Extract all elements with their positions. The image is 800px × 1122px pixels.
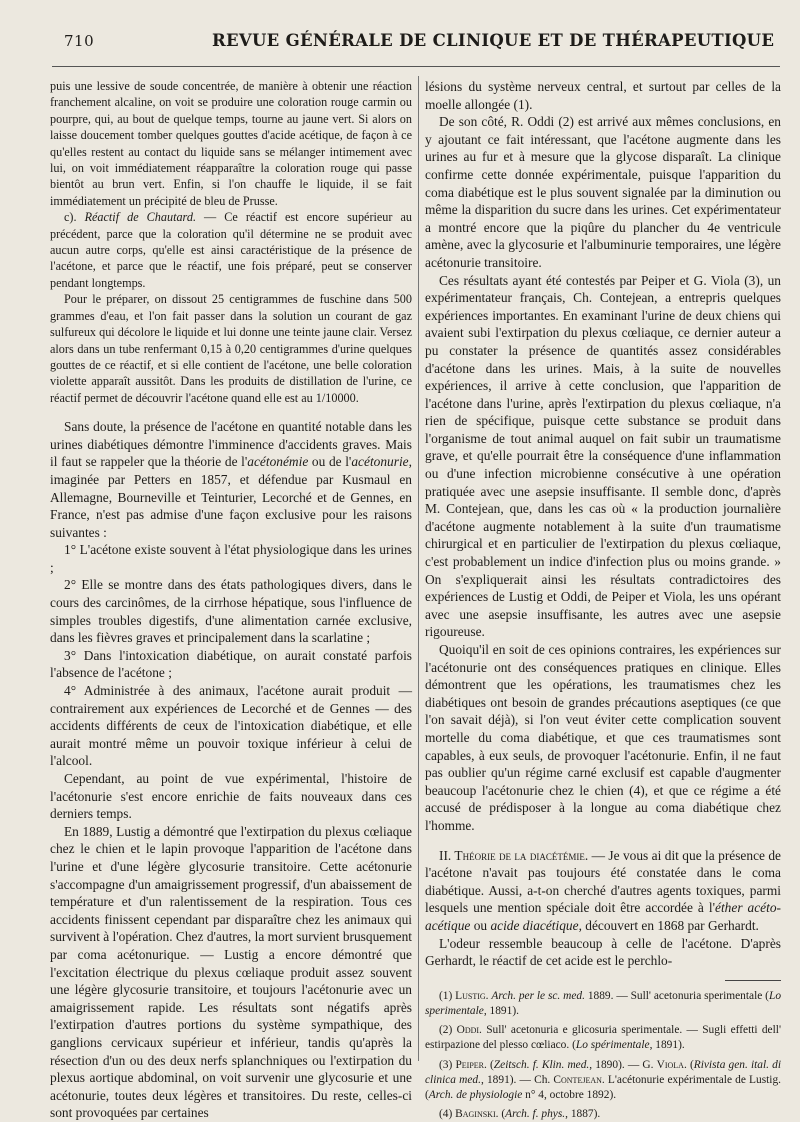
paragraph: En 1889, Lustig a démontré que l'extirpation du plexus cœliaque chez le chien et le lapin provoque l'apparition de l'acétone dans l'urine et d'une légère glycosurie transitoire. Cette acétonurie s'accompagne d'un amaigrissement progressif, d'un abaissement de température et d'un ralentissement de la respiration. Tous ces accidents finissent cependant par disparaître chez les animaux qui survivent à l'opération. Chez d'autres, la mort survient brusquement par coma acétonurique. — Lustig a encore démontré que l'excitation électrique du plexus cœliaque produit assez souvent une légère glycosurie transitoire, et toujours l'acétonurie avec un amaigrissement rapide. Les résultats sont négatifs après l'extirpation d'autres portions du système sympathique, des ganglions cervicaux supérieur et inférieur, tandis qu'après la résection d'un ou des deux nerfs splanchniques ou l'extirpation du plexus aortique abdominal, on voit survenir une glycosurie et une acétonurie, toutes deux légères et transitoires. Du reste, celles-ci sont provoquées par certaines [50, 823, 412, 1121]
paragraph: puis une lessive de soude concentrée, de manière à obtenir une réaction franchement alcaline, on voit se produire une coloration rouge carmin ou pourpre, qui, au bout de quelque temps, tourne au jaune vert. Si alors on laisse doucement tomber quelques gouttes d'acide acétique, de façon à ce qu'elles restent au contact du liquide sans se mélanger intimement avec lui, on voit immédiatement réapparaître la coloration rouge qui passe bientôt au brun vert. Enfin, si l'on chauffe le liquide, il se fait immédiatement un précipité de bleu de Prusse. [50, 79, 412, 208]
paragraph: c). Réactif de Chautard. — Ce réactif est encore supérieur au précédent, parce que la coloration qu'il détermine ne se produit avec aucun autre corps, qu'elle est ainsi caractéristique de la présence de l'acétone, et parce que le réactif, une fois préparé, peut se conserver pendant longtemps. [50, 210, 413, 290]
footnote: (4) Baginski. (Arch. f. phys., 1887). [439, 1108, 601, 1121]
paragraph: Pour le préparer, on dissout 25 centigrammes de fuschine dans 500 grammes d'eau, et l'on fait passer dans la solution un courant de gaz sulfureux qui décolore le liquide et lui donne une teinte jaune clair. Versez alors dans un tube renfermant 0,15 à 0,20 centigrammes d'urine quelques gouttes de ce réactif, et si elle contient de l'acétone, une belle coloration violette apparaît aussitôt. Dans les produits de distillation de l'urine, ce réactif permet de découvrir l'acétone quand elle est au 1/10000. [50, 292, 412, 405]
paragraph: Quoiqu'il en soit de ces opinions contraires, les expériences sur l'acétonurie ont des conséquences pratiques en clinique. Elles démontrent que les opérations, les traumatismes chez les diabétiques ont besoin de grandes précautions aseptiques (ce que l'on savait déjà), si l'on veut éviter cette complication souvent mortelle du coma diabétique, et que ces traumatismes sont capables, à eux seuls, de provoquer l'acétonurie. Enfin, il ne faut pas oublier qu'un régime carné exclusif est capable d'augmenter beaucoup l'acétonurie chez le chien (4), et que ce régime a été accusé de prédisposer à la longue au coma diabétique chez l'homme. [425, 642, 781, 833]
page-number: 710 [64, 32, 95, 50]
section-heading: II. Théorie de la diacétémie. [439, 847, 589, 863]
column-divider [418, 76, 419, 1061]
paragraph: Ces résultats ayant été contestés par Peiper et G. Viola (3), un expérimentateur français, Ch. Contejean, a entrepris quelques expériences importantes. En examinant l'urine de deux chiens qui avaient subi l'extirpation du plexus cœliaque, ce dernier auteur a pu constater la présence de quantités assez considérables d'acétone dans les urines. Mais, à la suite de nouvelles expériences, il arrive à cette conclusion, que l'apparition de l'acétone dans l'urine, après l'extirpation du plexus cœliaque, n'a rien de spécifique, puisque cette substance se produit dans l'organisme de tout animal auquel on fait subir un traumatisme grave, et qu'elle pourrait être la conséquence d'une inflammation ou d'une infection microbienne consécutive à une opération pratiquée avec une asepsie insuffisante. Il semble donc, d'après M. Contejean, que, dans les cas où « la production journalière d'acétone augmente notablement à la suite d'un traumatisme chirurgical et en particulier de l'extirpation du plexus cœliaque, c'est probablement un indice d'infection plus ou moins grande. » On s'expliquerait ainsi les résultats contradictoires des expériences de Lustig et Oddi, de Peiper et Viola, les uns opérant avec une asepsie insuffisante, les autres avec une asepsie rigoureuse. [425, 272, 781, 640]
running-title: REVUE GÉNÉRALE DE CLINIQUE ET DE THÉRAPEUTIQUE [212, 31, 775, 50]
paragraph: De son côté, R. Oddi (2) est arrivé aux mêmes conclusions, en y ajoutant ce fait intéressant, que l'acétone augmente dans les urines au fur et à mesure que la glycose disparaît. La clinique confirme cette donnée expérimentale, puisque l'apparition du coma diabétique est le plus souvent signalée par la diminution ou même la disparition du sucre dans les urines. Cet expérimentateur a montré encore que la piqûre du plancher du 4e ventricule amène, avec la glycosurie et l'albuminurie temporaires, une légère acétonurie transitoire. [425, 114, 781, 270]
footnote: (3) Peiper. (Zeitsch. f. Klin. med., 1890). — G. Viola. (Rivista gen. ital. di clinica med., 1891). — Ch. Contejean. L'acétonurie expérimentale de Lustig. (Arch. de physiologie n° 4, octobre 1892). [425, 1058, 782, 1101]
running-header [52, 28, 775, 56]
list-item: 2° Elle se montre dans des états pathologiques divers, dans le cours des carcinômes, de la cirrhose hépatique, sous l'influence de simples troubles digestifs, d'une alimentation carnée exclusive, dans les fièvres graves et principalement dans la scarlatine ; [50, 577, 412, 646]
paragraph: Sans doute, la présence de l'acétone en quantité notable dans les urines diabétiques démontre l'imminence d'accidents graves. Mais il faut se rappeler que la théorie de l'acétonémie ou de l'acétonurie, imaginée par Petters en 1857, et défendue par Kusmaul en Allemagne, Bourneville et Teinturier, Lecorché et de Gennes, en France, n'est pas admise d'une façon exclusive pour les raisons suivantes : [50, 419, 412, 540]
paragraph: L'odeur ressemble beaucoup à celle de l'acétone. D'après Gerhardt, le réactif de cet acide est le perchlo- [425, 935, 781, 969]
list-item: 4° Administrée à des animaux, l'acétone aurait produit — contrairement aux expériences de Lecorché et de Gennes — des accidents différents de ceux de l'intoxication diabétique, et elle aurait montré même un pouvoir toxique inférieur à celui de l'alcool. [50, 683, 412, 769]
header-rule [52, 66, 780, 67]
section-paragraph: II. Théorie de la diacétémie. — Je vous ai dit que la présence de l'acétone n'avait pas toujours été constatée dans le coma diabétique. Aussi, a-t-on cherché d'autres agents toxiques, parmi lesquels une mention spéciale doit être accordée à l'éther acéto-acétique ou acide diacétique, découvert en 1868 par Gerhardt. [425, 847, 782, 933]
right-column [425, 78, 781, 1122]
left-column [50, 78, 412, 1122]
footnote-rule [725, 980, 781, 981]
paragraph: Cependant, au point de vue expérimental, l'histoire de l'acétonurie s'est encore enrichie de faits nouveaux dans ces derniers temps. [50, 771, 412, 822]
paragraph: lésions du système nerveux central, et surtout par celles de la moelle allongée (1). [425, 79, 781, 112]
reagent-title: Réactif de Chautard. [84, 210, 196, 225]
list-item: 3° Dans l'intoxication diabétique, on aurait constaté parfois l'absence de l'acétone ; [50, 647, 412, 681]
footnote: (2) Oddi. Sull' acetonuria e glicosuria sperimentale. — Sugli effetti dell' estirpazione del plesso cœliaco. (Lo spérimentale, 1891). [425, 1024, 781, 1052]
list-item: 1° L'acétone existe souvent à l'état physiologique dans les urines ; [50, 542, 412, 575]
footnote: (1) Lustig. Arch. per le sc. med. 1889. — Sull' acetonuria sperimentale (Lo sperimentale, 1891). [425, 989, 782, 1017]
